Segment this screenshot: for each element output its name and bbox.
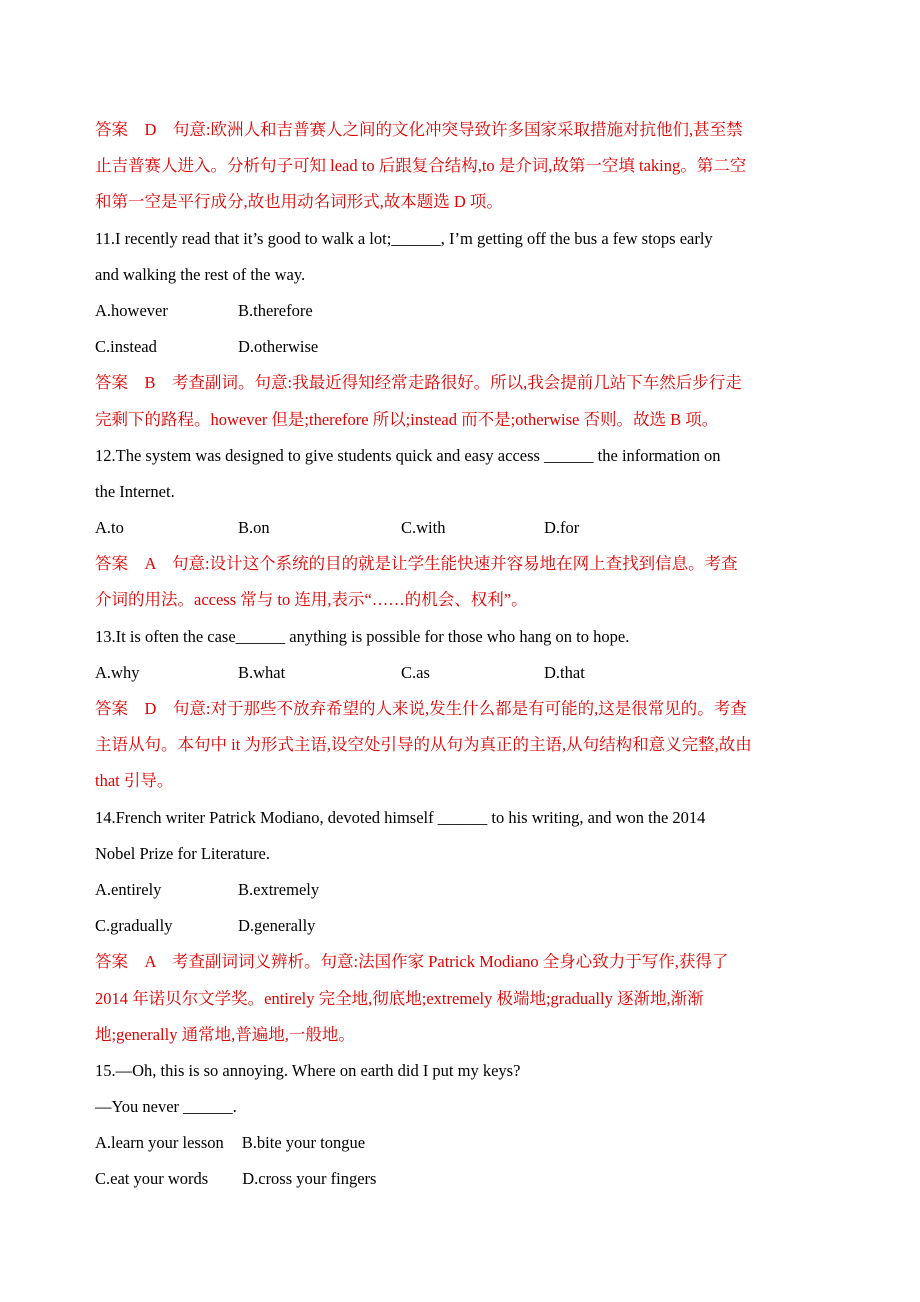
q12-answer-line-1: 答案 A 句意:设计这个系统的目的就是让学生能快速并容易地在网上查找到信息。考查 [95,554,738,574]
q11-option-a[interactable]: A.however [95,300,168,320]
q13-answer-line-1: 答案 D 句意:对于那些不放弃希望的人来说,发生什么都是有可能的,这是很常见的。考查 [95,699,747,718]
q15-option-d[interactable]: D.cross your fingers [242,1169,377,1189]
q11-option-c[interactable]: C.instead [95,337,157,357]
q13-option-b[interactable]: B.what [238,662,286,682]
q13-option-a[interactable]: A.why [95,662,140,682]
q12-stem-line-1: 12.The system was designed to give students quick and easy access ______ the information on [95,445,721,465]
q14-option-d[interactable]: D.generally [238,916,316,936]
q12-stem-line-2: the Internet. [95,481,175,501]
q14-options-row-1 [95,872,830,908]
q15-stem-line-1: 15.—Oh, this is so annoying. Where on earth did I put my keys? [95,1060,521,1080]
q14-answer-line-1: 答案 A 考查副词词义辨析。句意:法国作家 Patrick Modiano 全身心致力于写作,获得了 [95,952,729,972]
q11-option-b[interactable]: B.therefore [238,300,313,320]
q15-stem-line-2: —You never ______. [95,1097,237,1117]
q13-options-row [95,655,830,691]
q12-option-b[interactable]: B.on [238,518,270,538]
q12-option-d[interactable]: D.for [544,518,580,538]
q14-option-c[interactable]: C.gradually [95,916,173,936]
q11-stem-line-2: and walking the rest of the way. [95,264,306,284]
q11-stem-line-1: 11.I recently read that it’s good to walk a lot;______, I’m getting off the bus a few stops early [95,228,713,248]
q14-options-row-2 [95,908,830,944]
q14-stem-line-1: 14.French writer Patrick Modiano, devoted himself ______ to his writing, and won the 2014 [95,807,706,827]
q15-option-c[interactable]: C.eat your words [95,1169,209,1189]
page-content [95,112,830,1198]
q13-option-d[interactable]: D.that [544,662,585,682]
q11-option-d[interactable]: D.otherwise [238,337,319,357]
q14-stem-line-2: Nobel Prize for Literature. [95,843,271,863]
q13-option-c[interactable]: C.as [401,662,430,682]
q15-options-row-2 [95,1161,830,1197]
q14-answer-line-3: 地;generally 通常地,普遍地,一般地。 [95,1024,355,1044]
q11-options-row-2 [95,329,830,365]
q15-option-a[interactable]: A.learn your lesson [95,1133,224,1153]
q13-answer-line-2: 主语从句。本句中 it 为形式主语,设空处引导的从句为真正的主语,从句结构和意义完整,故由 [95,735,752,755]
q15-option-b[interactable]: B.bite your tongue [241,1133,366,1153]
q14-option-a[interactable]: A.entirely [95,879,162,899]
q12-option-c[interactable]: C.with [401,518,446,538]
q12-option-a[interactable]: A.to [95,518,124,538]
q11-options-row-1 [95,293,830,329]
q14-option-b[interactable]: B.extremely [238,879,320,899]
q13-stem-line-1: 13.It is often the case______ anything is possible for those who hang on to hope. [95,626,630,646]
q13-answer-line-3: that 引导。 [95,771,174,791]
q11-answer-line-1: 答案 B 考查副词。句意:我最近得知经常走路很好。所以,我会提前几站下车然后步行走 [95,373,742,393]
q12-answer-line-2: 介词的用法。access 常与 to 连用,表示“……的机会、权利”。 [95,590,528,610]
q15-options-row-1 [95,1125,830,1161]
q12-options-row [95,510,830,546]
q10-answer-line-3: 和第一空是平行成分,故也用动名词形式,故本题选 D 项。 [95,192,503,212]
q14-answer-line-2: 2014 年诺贝尔文学奖。entirely 完全地,彻底地;extremely 极端地;gradually 逐渐地,渐渐 [95,988,704,1008]
q10-answer-line-1: 答案 D 句意:欧洲人和吉普赛人之间的文化冲突导致许多国家采取措施对抗他们,甚至禁 [95,120,743,139]
q11-answer-line-2: 完剩下的路程。however 但是;therefore 所以;instead 而不是;otherwise 否则。故选 B 项。 [95,409,719,429]
q10-answer-line-2: 止吉普赛人进入。分析句子可知 lead to 后跟复合结构,to 是介词,故第一空填 taking。第二空 [95,156,747,176]
